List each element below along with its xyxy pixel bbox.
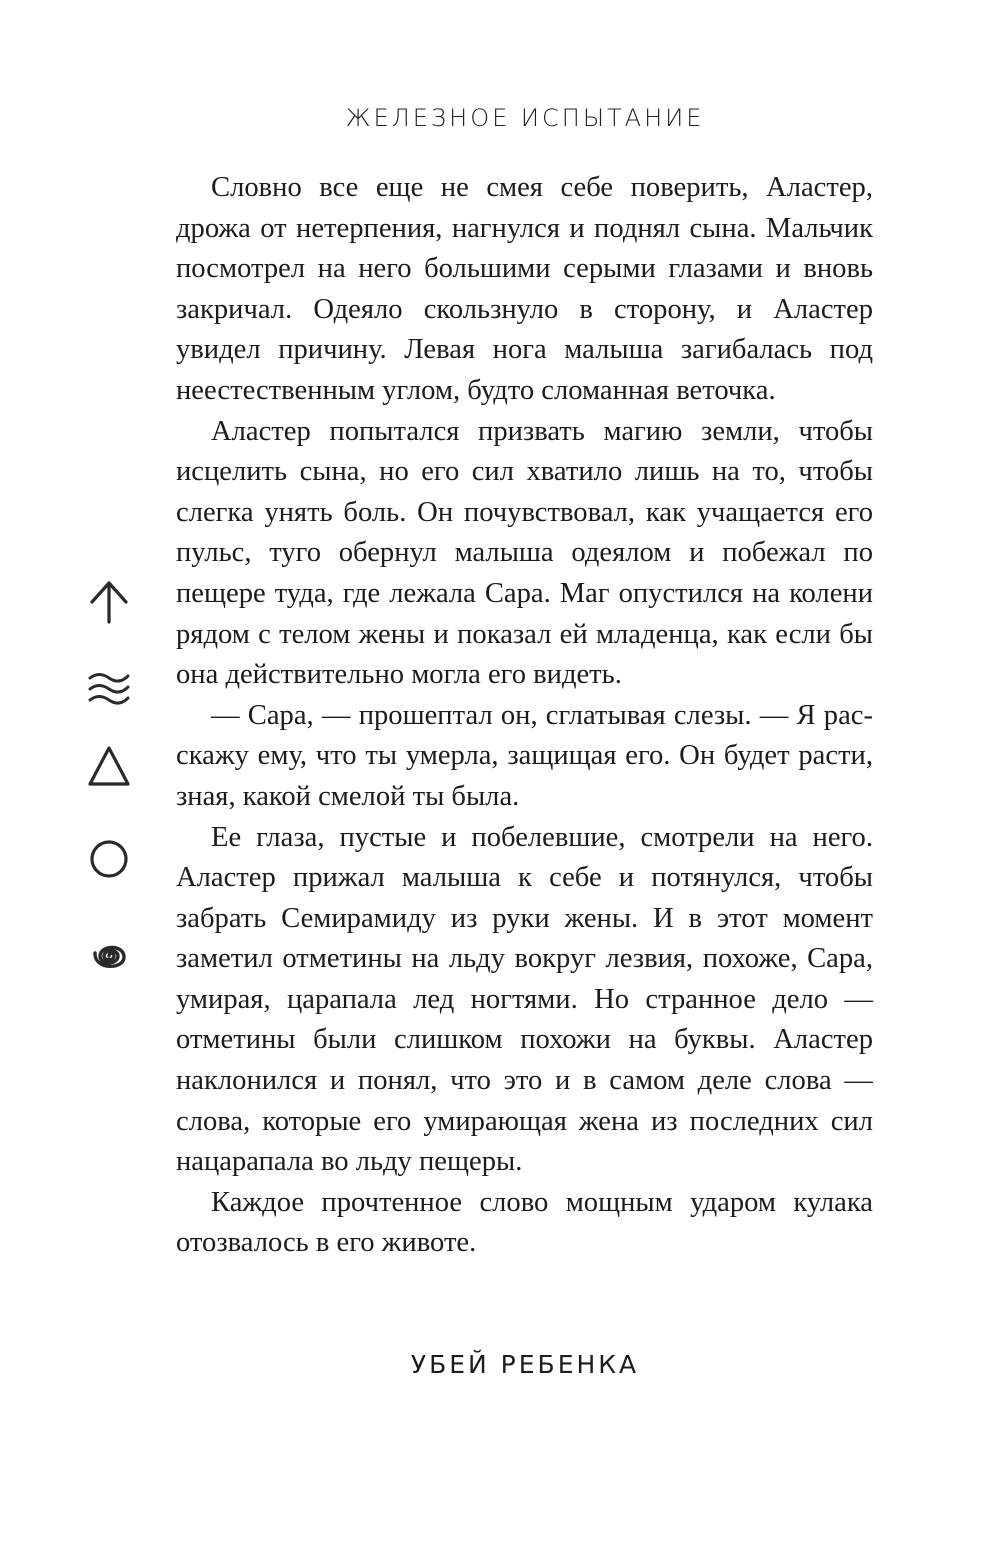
spiral-icon (82, 929, 136, 983)
circle-icon (82, 832, 136, 886)
paragraph-3: — Сара, — прошептал он, сглатывая слезы. — Я расскажу ему, что ты умерла, защищая его. Он будет расти, зная, какой смелой ты была. (176, 699, 873, 812)
paragraph-5: Каждое прочтенное слово мощным ударом кулака отозвалось в его животе. (176, 1186, 873, 1259)
paragraph-2: Аластер попытался призвать магию земли, чтобы исцелить сына, но его сил хватило лишь на то, чтобы слегка унять боль. Он почувствовал, как учащается его пульс, туго обернул малыша одеялом и побежал по пещере туда, где лежала Сара. Маг опустился на колени рядом с телом жены и показал ей младенца, как если бы она действительно могла его видеть. (176, 415, 873, 691)
triangle-icon (82, 740, 136, 794)
waves-icon (82, 661, 136, 715)
paragraph-4: Ее глаза, пустые и побелевшие, смотрели на него. Аластер прижал малыша к себе и потянулся, чтобы забрать Семирамиду из руки жены. И в этот момент заметил отметины на льду вокруг лезвия, похоже, Сара, умирая, царапала лед ногтями. Но странное дело — отметины были слишком похожи на буквы. Аластер наклонился и понял, что это и в самом деле слова — слова, которые его умирающая жена из последних сил нацарапала во льду пещеры. (176, 821, 873, 1178)
body-text (176, 168, 873, 1264)
paragraph-1: Словно все еще не смея себе поверить, Аластер, дрожа от нетерпения, нагнулся и поднял сына. Мальчик посмотрел на него большими серыми глазами и вновь закричал. Одеяло скользнуло в сторону, и Аластер увидел причину. Левая нога малыша загибалась под неестественным углом, будто сломанная веточка. (176, 172, 873, 406)
scratched-message: УБЕЙ РЕБЕНКА (410, 1350, 640, 1379)
running-title: ЖЕЛЕЗНОЕ ИСПЫТАНИЕ (345, 104, 705, 132)
arrow-up-icon (82, 576, 136, 630)
